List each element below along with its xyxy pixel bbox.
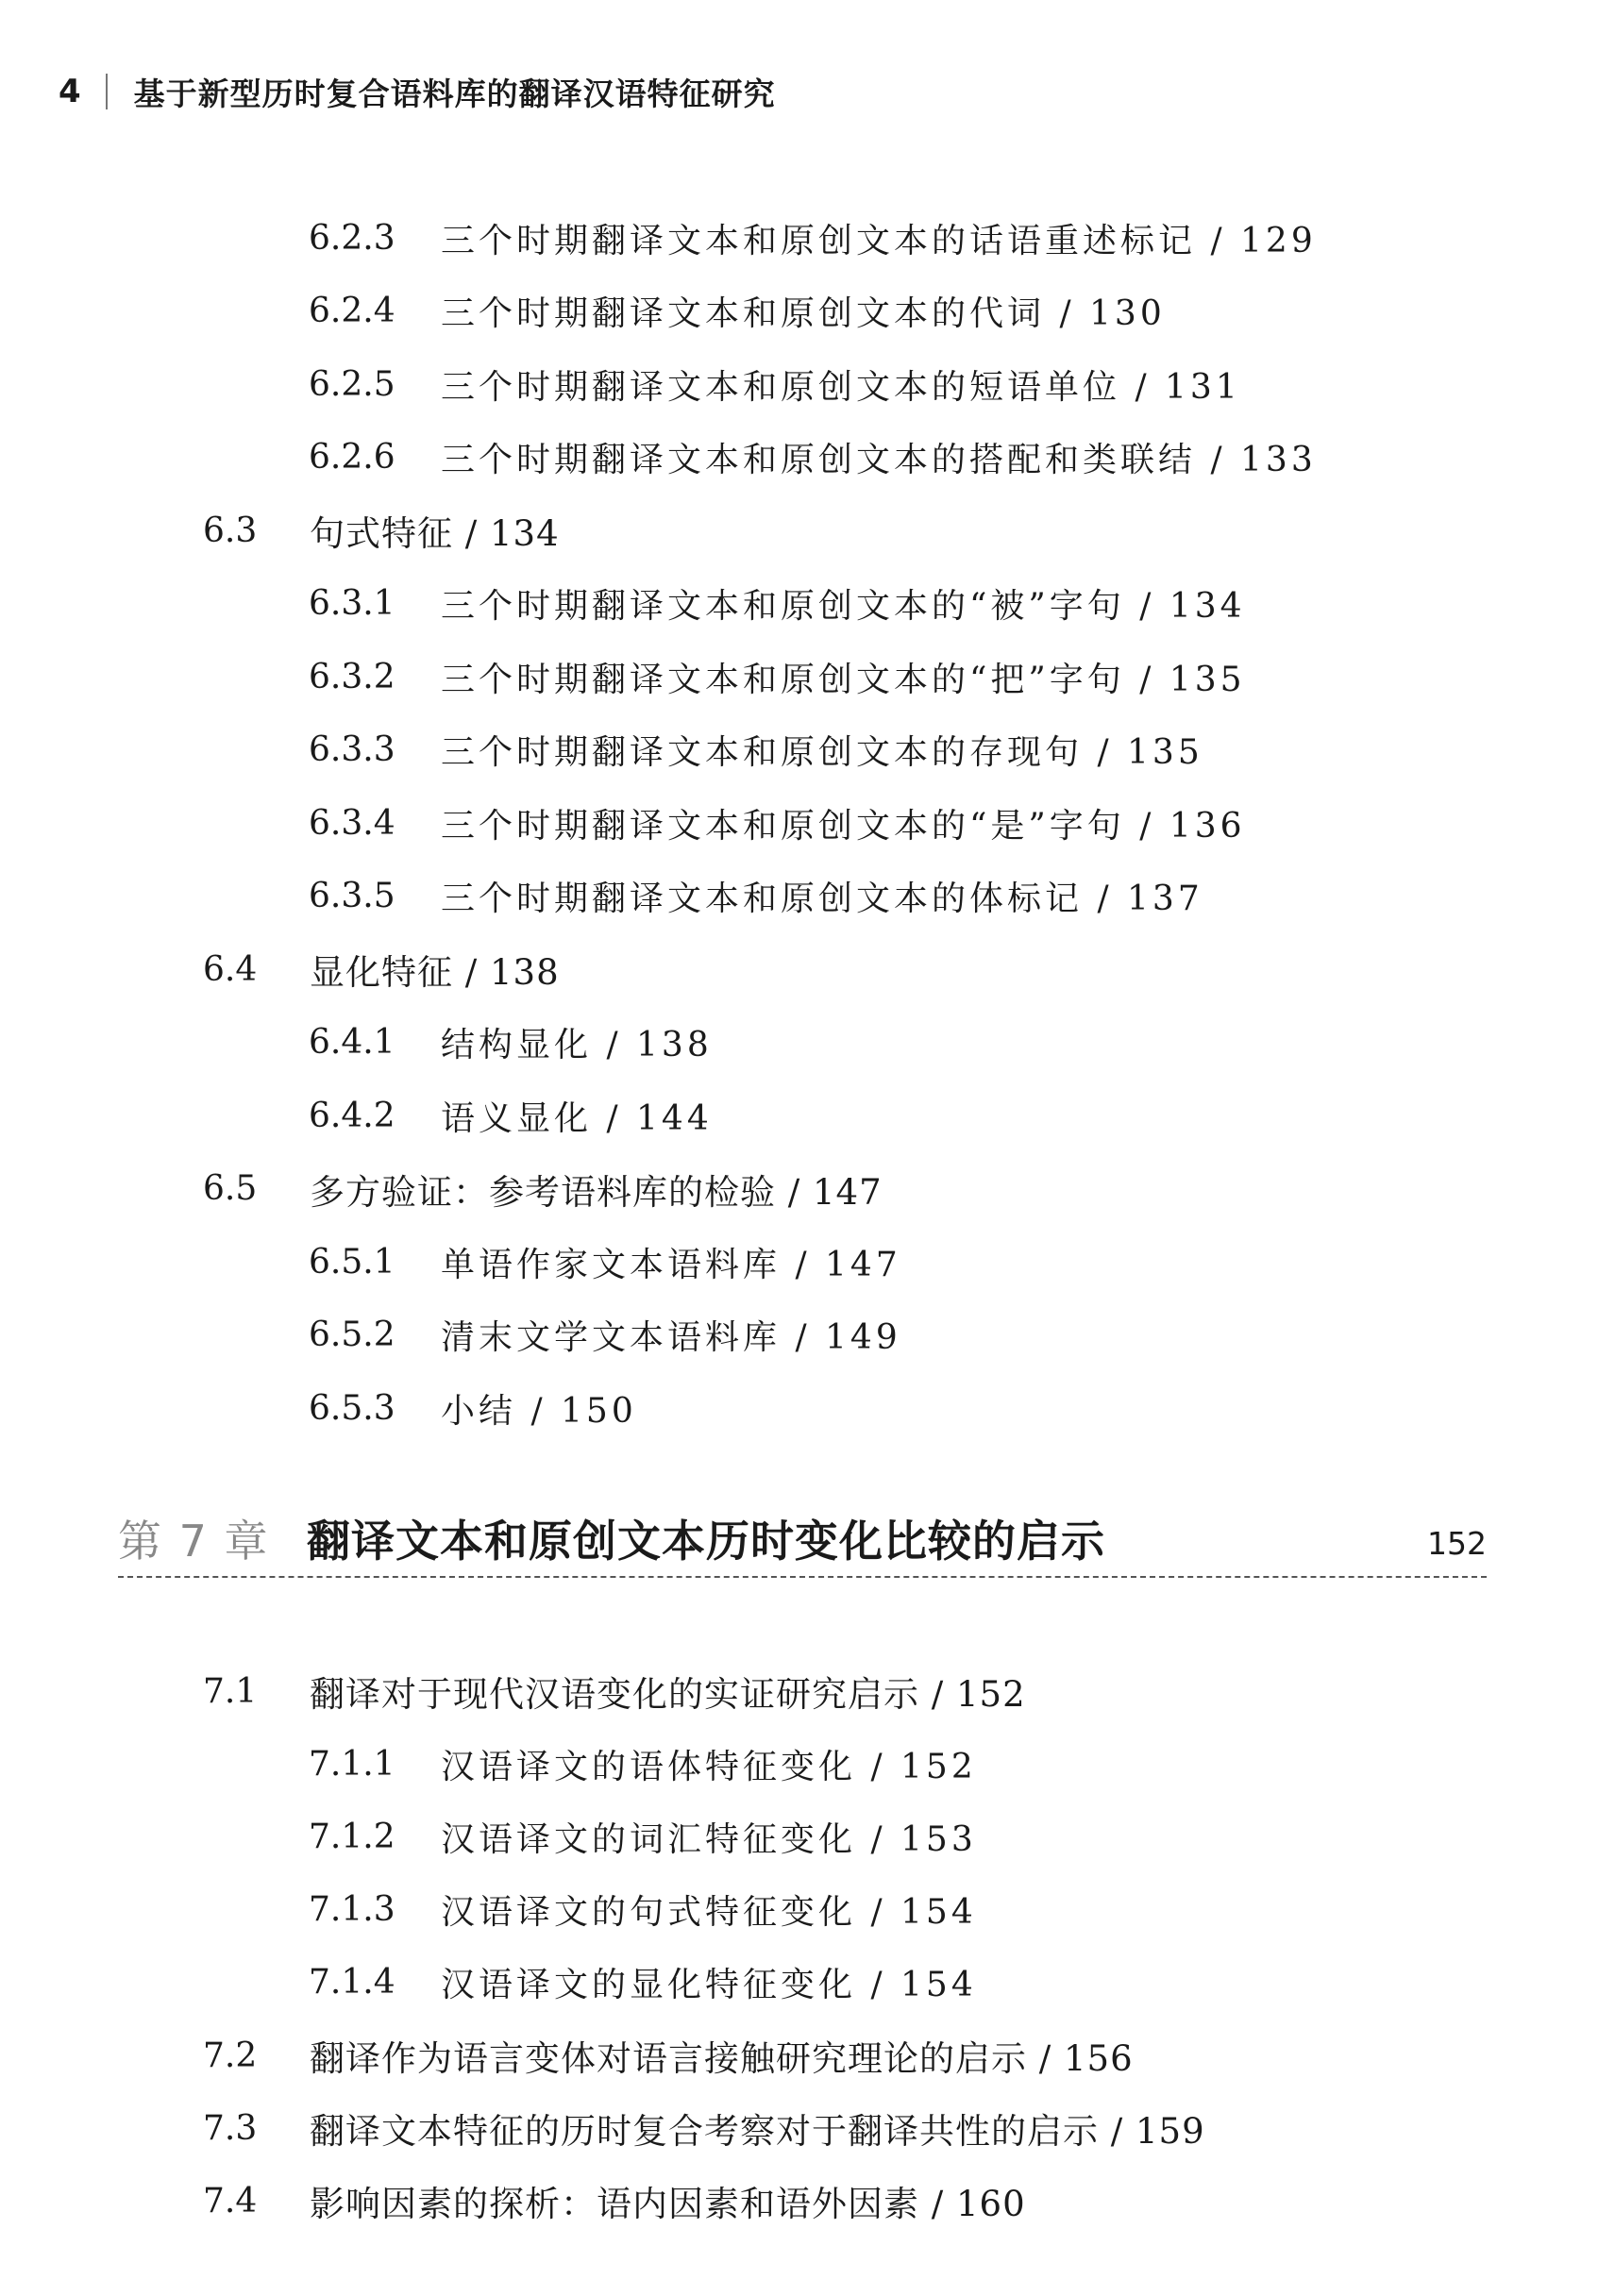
toc-entry bbox=[203, 1661, 1026, 1721]
toc-entry-title: 三个时期翻译文本和原创文本的话语重述标记 / 129 bbox=[441, 221, 1317, 260]
toc-entry-title: 句式特征 / 134 bbox=[310, 513, 560, 554]
toc-entry-title: 汉语译文的语体特征变化 / 152 bbox=[441, 1747, 977, 1786]
chapter-dashed-rule bbox=[118, 1576, 1487, 1578]
toc-entry bbox=[309, 1734, 977, 1794]
toc-entry bbox=[309, 866, 1203, 927]
toc-entry-number: 7.3 bbox=[203, 2108, 258, 2148]
toc-entry-number: 7.4 bbox=[203, 2181, 258, 2221]
toc-entry bbox=[309, 1305, 901, 1366]
toc-entry bbox=[309, 354, 1241, 414]
toc-entry-number: 6.3.1 bbox=[309, 584, 395, 623]
toc-entry-number: 6.3.4 bbox=[309, 803, 395, 843]
toc-entry-number: 6.5.1 bbox=[309, 1242, 395, 1282]
toc-entry bbox=[309, 1232, 901, 1292]
toc-entry-title: 翻译文本特征的历时复合考察对于翻译共性的启示 / 159 bbox=[310, 2111, 1205, 2153]
toc-entry-number: 6.5 bbox=[203, 1169, 258, 1208]
toc-entry-number: 6.2.3 bbox=[309, 218, 395, 258]
toc-entry-title: 显化特征 / 138 bbox=[310, 952, 560, 993]
toc-entry-title: 汉语译文的句式特征变化 / 154 bbox=[441, 1893, 977, 1933]
toc-entry-number: 7.2 bbox=[203, 2036, 258, 2075]
toc-entry bbox=[309, 793, 1246, 853]
toc-entry-number: 6.2.5 bbox=[309, 364, 395, 404]
toc-entry-title: 三个时期翻译文本和原创文本的搭配和类联结 / 133 bbox=[441, 441, 1317, 479]
toc-entry-title: 三个时期翻译文本和原创文本的“把”字句 / 135 bbox=[441, 660, 1246, 699]
toc-entry-number: 7.1 bbox=[203, 1671, 258, 1711]
page-number: 4 bbox=[59, 73, 81, 110]
toc-entry-title: 翻译对于现代汉语变化的实证研究启示 / 152 bbox=[310, 1674, 1026, 1715]
toc-entry-title: 单语作家文本语料库 / 147 bbox=[441, 1245, 901, 1284]
running-head bbox=[59, 62, 776, 121]
toc-entry-title: 清末文学文本语料库 / 149 bbox=[441, 1318, 901, 1357]
toc-entry-number: 6.4.1 bbox=[309, 1023, 395, 1062]
toc-entry-title: 三个时期翻译文本和原创文本的存现句 / 135 bbox=[441, 733, 1203, 772]
toc-entry bbox=[309, 1880, 977, 1940]
toc-entry bbox=[309, 208, 1317, 268]
chapter-heading bbox=[118, 1500, 1487, 1576]
toc-entry-number: 6.5.2 bbox=[309, 1316, 395, 1354]
toc-entry-number: 7.1.3 bbox=[309, 1890, 395, 1930]
toc-entry bbox=[309, 1085, 713, 1146]
toc-entry bbox=[309, 1806, 977, 1867]
toc-entry bbox=[309, 1013, 713, 1073]
toc-entry-title: 小结 / 150 bbox=[441, 1391, 637, 1431]
toc-entry-number: 6.3.5 bbox=[309, 877, 395, 915]
toc-entry-title: 语义显化 / 144 bbox=[441, 1098, 713, 1138]
toc-entry bbox=[309, 646, 1246, 707]
toc-entry-title: 影响因素的探析：语内因素和语外因素 / 160 bbox=[310, 2184, 1026, 2225]
toc-entry bbox=[309, 1378, 637, 1438]
chapter-label: 第 7 章 bbox=[118, 1516, 270, 1567]
toc-entry-number: 6.3 bbox=[203, 511, 258, 550]
toc-entry bbox=[203, 2170, 1026, 2231]
toc-entry-number: 6.4.2 bbox=[309, 1096, 395, 1135]
toc-entry bbox=[203, 1159, 883, 1219]
toc-entry-title: 三个时期翻译文本和原创文本的“被”字句 / 134 bbox=[441, 587, 1246, 626]
toc-entry-number: 7.1.2 bbox=[309, 1817, 395, 1856]
toc-entry bbox=[309, 574, 1246, 634]
toc-entry-title: 汉语译文的词汇特征变化 / 153 bbox=[441, 1819, 977, 1859]
toc-entry-title: 翻译作为语言变体对语言接触研究理论的启示 / 156 bbox=[310, 2038, 1134, 2079]
toc-entry-title: 多方验证：参考语料库的检验 / 147 bbox=[310, 1171, 883, 1213]
toc-entry bbox=[309, 427, 1317, 488]
toc-entry-number: 6.5.3 bbox=[309, 1388, 395, 1428]
toc-entry bbox=[309, 1952, 977, 2013]
toc-entry bbox=[203, 2025, 1134, 2086]
toc-entry bbox=[309, 720, 1203, 780]
header-divider bbox=[106, 74, 108, 109]
toc-entry-title: 三个时期翻译文本和原创文本的体标记 / 137 bbox=[441, 880, 1203, 918]
toc-entry-title: 结构显化 / 138 bbox=[441, 1026, 713, 1064]
toc-entry-number: 6.2.4 bbox=[309, 292, 395, 330]
toc-entry-number: 6.2.6 bbox=[309, 438, 395, 477]
toc-entry-title: 三个时期翻译文本和原创文本的“是”字句 / 136 bbox=[441, 806, 1246, 846]
toc-entry-title: 汉语译文的显化特征变化 / 154 bbox=[441, 1966, 977, 2005]
toc-entry-number: 6.3.3 bbox=[309, 730, 395, 769]
toc-entry-title: 三个时期翻译文本和原创文本的短语单位 / 131 bbox=[441, 367, 1241, 407]
toc-entry bbox=[203, 939, 560, 999]
chapter-page-number: 152 bbox=[1427, 1524, 1487, 1562]
toc-entry bbox=[309, 281, 1166, 342]
toc-entry-title: 三个时期翻译文本和原创文本的代词 / 130 bbox=[441, 294, 1166, 333]
chapter-title: 翻译文本和原创文本历时变化比较的启示 bbox=[307, 1516, 1105, 1567]
book-title: 基于新型历时复合语料库的翻译汉语特征研究 bbox=[133, 75, 776, 112]
toc-entry bbox=[203, 2098, 1205, 2158]
toc-entry-number: 7.1.1 bbox=[309, 1744, 395, 1784]
toc-entry-number: 7.1.4 bbox=[309, 1963, 395, 2003]
toc-entry-number: 6.3.2 bbox=[309, 657, 395, 696]
toc-entry-number: 6.4 bbox=[203, 949, 258, 989]
toc-entry bbox=[203, 500, 560, 561]
